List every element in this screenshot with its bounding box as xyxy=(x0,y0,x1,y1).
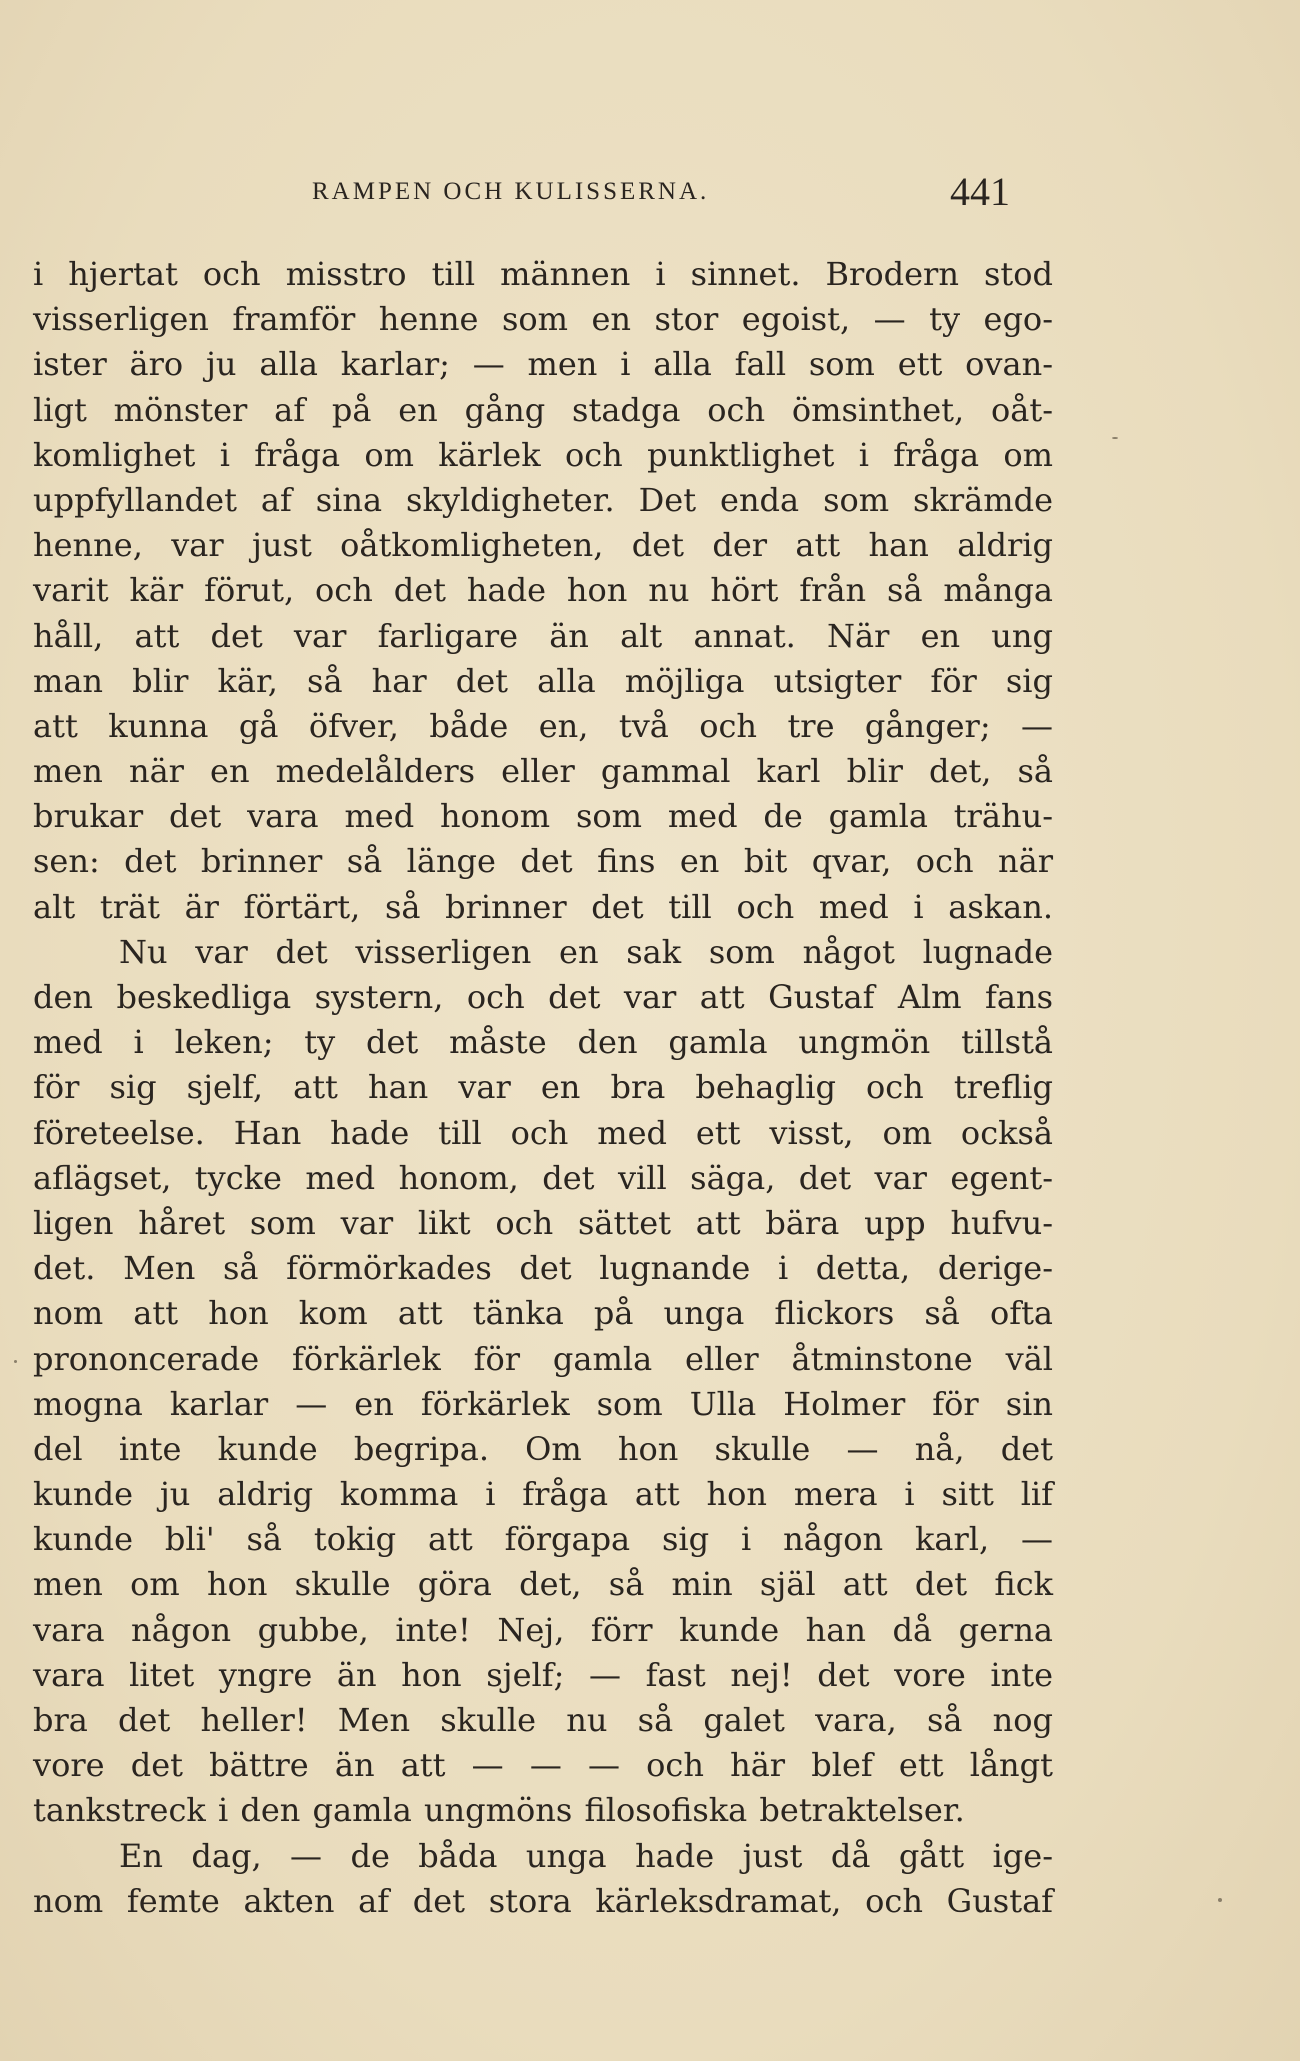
text-line: nom femte akten af det stora kärleksdramat, och Gustaf xyxy=(33,1881,1053,1920)
text-line: komlighet i fråga om kärlek och punktlighet i fråga om xyxy=(33,435,1053,474)
paper-speck xyxy=(1218,1898,1222,1902)
text-line: vara någon gubbe, inte! Nej, förr kunde han då gerna xyxy=(33,1610,1053,1649)
text-line: med i leken; ty det måste den gamla ungmön tillstå xyxy=(33,1023,1053,1062)
text-line: i hjertat och misstro till männen i sinnet. Brodern stod xyxy=(33,255,1053,293)
text-line: kunde bli' så tokig att förgapa sig i någon karl, — xyxy=(33,1520,1053,1559)
body-text xyxy=(33,252,1053,1924)
page-header xyxy=(300,168,1010,218)
text-line: uppfyllandet af sina skyldigheter. Det enda som skrämde xyxy=(33,480,1053,519)
paper-speck xyxy=(14,1360,17,1363)
text-line: kunde ju aldrig komma i fråga att hon mera i sitt lif xyxy=(33,1475,1053,1514)
running-head: RAMPEN OCH KULISSERNA. xyxy=(312,178,710,205)
text-line: sen: det brinner så länge det fins en bit qvar, och när xyxy=(33,842,1053,881)
text-line: aflägset, tycke med honom, det vill säga, det var egent- xyxy=(33,1158,1053,1197)
text-line: varit kär förut, och det hade hon nu hört från så många xyxy=(33,571,1053,610)
text-line: ligt mönster af på en gång stadga och ömsinthet, oåt- xyxy=(33,390,1053,429)
text-line: men när en medelålders eller gammal karl blir det, så xyxy=(33,752,1053,791)
text-line: ligen håret som var likt och sättet att bära upp hufvu- xyxy=(33,1203,1053,1242)
text-line: ister äro ju alla karlar; — men i alla fall som ett ovan- xyxy=(33,345,1053,384)
text-line: tankstreck i den gamla ungmöns filosofiska betraktelser. xyxy=(33,1791,965,1830)
text-line: nom att hon kom att tänka på unga flickors så ofta xyxy=(33,1294,1053,1333)
text-line: håll, att det var farligare än alt annat. När en ung xyxy=(33,616,1053,655)
text-line: men om hon skulle göra det, så min själ att det fick xyxy=(33,1565,1053,1604)
text-line: henne, var just oåtkomligheten, det der att han aldrig xyxy=(33,526,1053,565)
text-line: En dag, — de båda unga hade just då gått ige- xyxy=(119,1836,1053,1875)
text-line: den beskedliga systern, och det var att Gustaf Alm fans xyxy=(33,978,1053,1016)
text-line: företeelse. Han hade till och med ett visst, om också xyxy=(33,1113,1053,1152)
text-line: vara litet yngre än hon sjelf; — fast nej! det vore inte xyxy=(33,1655,1053,1694)
paper-speck xyxy=(1112,437,1118,439)
text-line: brukar det vara med honom som med de gamla trähu- xyxy=(33,797,1053,836)
text-line: för sig sjelf, att han var en bra behaglig och treflig xyxy=(33,1068,1053,1107)
text-line: visserligen framför henne som en stor egoist, — ty ego- xyxy=(33,300,1053,339)
text-line: man blir kär, så har det alla möjliga utsigter för sig xyxy=(33,661,1053,700)
text-line: Nu var det visserligen en sak som något lugnade xyxy=(119,932,1053,971)
text-line: alt trät är förtärt, så brinner det till och med i askan. xyxy=(33,887,1053,926)
text-line: prononcerade förkärlek för gamla eller åtminstone väl xyxy=(33,1339,1053,1378)
text-line: bra det heller! Men skulle nu så galet vara, så nog xyxy=(33,1701,1053,1739)
page-number: 441 xyxy=(950,169,1010,214)
text-line: det. Men så förmörkades det lugnande i detta, derige- xyxy=(33,1249,1053,1288)
text-line: vore det bättre än att — — — och här blef ett långt xyxy=(33,1746,1053,1785)
text-line: att kunna gå öfver, både en, två och tre gånger; — xyxy=(33,706,1053,745)
text-line: mogna karlar — en förkärlek som Ulla Holmer för sin xyxy=(33,1384,1053,1423)
text-line: del inte kunde begripa. Om hon skulle — nå, det xyxy=(33,1429,1053,1468)
